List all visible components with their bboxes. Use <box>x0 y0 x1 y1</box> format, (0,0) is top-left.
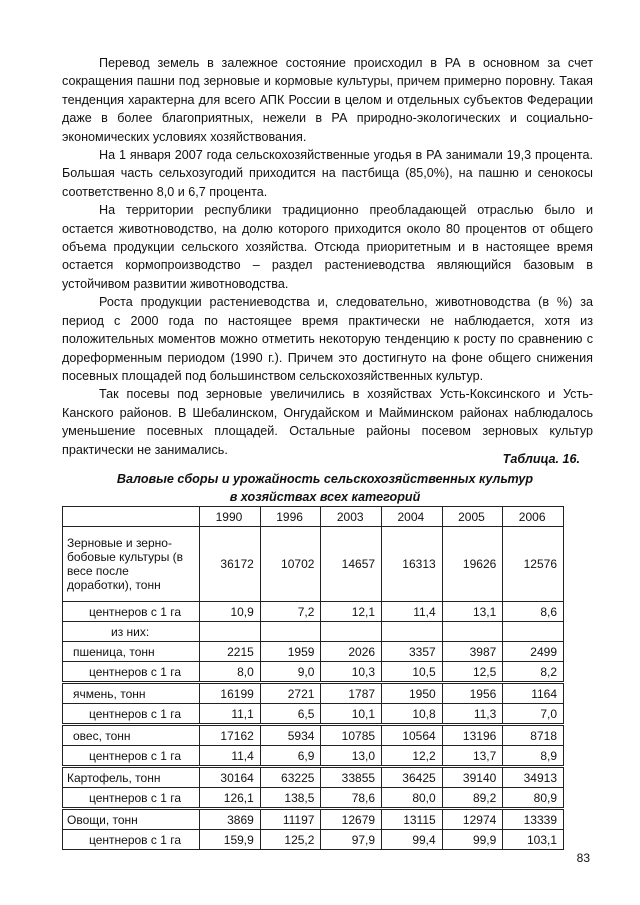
cell: 126,1 <box>200 788 261 809</box>
cell: 36172 <box>200 527 261 602</box>
row-label: пшеница, тонн <box>63 642 200 662</box>
table-row <box>63 725 564 746</box>
cell <box>260 622 321 642</box>
cell: 10,9 <box>200 602 261 622</box>
cell: 12576 <box>503 527 564 602</box>
paragraph-4: Роста продукции растениеводства и, следовательно, животноводства (в %) за период с 2000 года по настоящее время практически не наблюдается, хотя из положительных моментов можно отметить некоторую тенденцию к росту по сравнению с дореформенным периодом (1990 г.). Причем это достигнуто на фоне общего снижения посевных площадей под большинством сельскохозяйственных культур. <box>62 295 593 383</box>
header-year: 2003 <box>321 507 382 527</box>
table-row <box>63 642 564 662</box>
table-row <box>63 527 564 602</box>
cell: 1164 <box>503 683 564 704</box>
cell: 34913 <box>503 767 564 788</box>
body-text <box>62 54 593 459</box>
cell: 8,9 <box>503 746 564 767</box>
cell: 3869 <box>200 809 261 830</box>
table-title <box>90 470 560 506</box>
harvest-table <box>62 506 564 850</box>
cell: 1959 <box>260 642 321 662</box>
table-row <box>63 683 564 704</box>
row-label: Зерновые и зерно-бобовые культуры (в весе после доработки), тонн <box>63 527 200 602</box>
cell: 2721 <box>260 683 321 704</box>
cell: 80,0 <box>382 788 443 809</box>
cell: 159,9 <box>200 830 261 850</box>
row-label: центнеров с 1 га <box>63 704 200 725</box>
cell: 8,0 <box>200 662 261 683</box>
cell: 2026 <box>321 642 382 662</box>
page-number: 83 <box>576 851 590 865</box>
cell: 17162 <box>200 725 261 746</box>
cell: 11,4 <box>382 602 443 622</box>
cell: 2499 <box>503 642 564 662</box>
cell: 11,1 <box>200 704 261 725</box>
cell <box>321 622 382 642</box>
cell <box>382 622 443 642</box>
header-year: 2004 <box>382 507 443 527</box>
cell: 99,4 <box>382 830 443 850</box>
paragraph-3: На территории республики традиционно преобладающей отраслью было и остается животноводство, на долю которого приходится около 80 процентов от общего объема продукции сельского хозяйства. Отсюда приоритетным и в настоящее время остается кормопроизводство – раздел растениеводства являющийся базовым в устойчивом развитии животноводства. <box>62 203 593 291</box>
cell: 11197 <box>260 809 321 830</box>
cell: 10,8 <box>382 704 443 725</box>
header-year: 2005 <box>442 507 503 527</box>
cell: 1956 <box>442 683 503 704</box>
cell: 33855 <box>321 767 382 788</box>
cell: 12679 <box>321 809 382 830</box>
cell: 99,9 <box>442 830 503 850</box>
cell: 12,1 <box>321 602 382 622</box>
cell: 13,1 <box>442 602 503 622</box>
table-row <box>63 746 564 767</box>
table-header-row <box>63 507 564 527</box>
cell: 10702 <box>260 527 321 602</box>
row-label: центнеров с 1 га <box>63 830 200 850</box>
table-title-line-2: в хозяйствах всех категорий <box>229 490 421 504</box>
cell: 16199 <box>200 683 261 704</box>
row-label: Овощи, тонн <box>63 809 200 830</box>
cell: 10,5 <box>382 662 443 683</box>
cell: 6,9 <box>260 746 321 767</box>
cell: 80,9 <box>503 788 564 809</box>
cell: 11,4 <box>200 746 261 767</box>
table-row <box>63 662 564 683</box>
cell: 7,0 <box>503 704 564 725</box>
cell: 11,3 <box>442 704 503 725</box>
row-label: ячмень, тонн <box>63 683 200 704</box>
cell: 8718 <box>503 725 564 746</box>
row-label: из них: <box>63 622 200 642</box>
cell: 97,9 <box>321 830 382 850</box>
cell: 36425 <box>382 767 443 788</box>
header-blank <box>63 507 200 527</box>
header-year: 1990 <box>200 507 261 527</box>
row-label: центнеров с 1 га <box>63 602 200 622</box>
table-row <box>63 830 564 850</box>
cell: 10,1 <box>321 704 382 725</box>
table-row <box>63 788 564 809</box>
table-row <box>63 704 564 725</box>
cell: 5934 <box>260 725 321 746</box>
cell: 10,3 <box>321 662 382 683</box>
cell: 2215 <box>200 642 261 662</box>
table-row <box>63 809 564 830</box>
cell: 7,2 <box>260 602 321 622</box>
cell: 10785 <box>321 725 382 746</box>
cell: 16313 <box>382 527 443 602</box>
cell: 1950 <box>382 683 443 704</box>
cell: 138,5 <box>260 788 321 809</box>
paragraph-5: Так посевы под зерновые увеличились в хозяйствах Усть-Коксинского и Усть-Канского районов. В Шебалинском, Онгудайском и Майминском районах наблюдалось уменьшение посевных площадей. Остальные районы посевом зерновых культур практически не занимались. <box>62 387 593 457</box>
header-year: 1996 <box>260 507 321 527</box>
cell: 78,6 <box>321 788 382 809</box>
cell: 14657 <box>321 527 382 602</box>
cell: 8,6 <box>503 602 564 622</box>
cell: 12,2 <box>382 746 443 767</box>
row-label: овес, тонн <box>63 725 200 746</box>
table-title-line-1: Валовые сборы и урожайность сельскохозяйственных культур <box>116 472 534 486</box>
cell: 3987 <box>442 642 503 662</box>
cell: 9,0 <box>260 662 321 683</box>
table-row <box>63 622 564 642</box>
cell: 39140 <box>442 767 503 788</box>
cell: 13,0 <box>321 746 382 767</box>
cell: 30164 <box>200 767 261 788</box>
cell: 125,2 <box>260 830 321 850</box>
cell: 13196 <box>442 725 503 746</box>
row-label: центнеров с 1 га <box>63 662 200 683</box>
cell: 1787 <box>321 683 382 704</box>
cell: 63225 <box>260 767 321 788</box>
row-label: Картофель, тонн <box>63 767 200 788</box>
paragraph-2: На 1 января 2007 года сельскохозяйственные угодья в РА занимали 19,3 процента. Большая часть сельхозугодий приходится на пастбища (85,0%), на пашню и сенокосы соответственно 8,0 и 6,7 процента. <box>62 148 593 199</box>
header-year: 2006 <box>503 507 564 527</box>
cell: 13,7 <box>442 746 503 767</box>
cell: 10564 <box>382 725 443 746</box>
cell: 12974 <box>442 809 503 830</box>
cell: 12,5 <box>442 662 503 683</box>
table-row <box>63 602 564 622</box>
cell: 19626 <box>442 527 503 602</box>
row-label: центнеров с 1 га <box>63 788 200 809</box>
cell: 8,2 <box>503 662 564 683</box>
cell: 13339 <box>503 809 564 830</box>
cell: 6,5 <box>260 704 321 725</box>
cell <box>442 622 503 642</box>
table-number: Таблица. 16. <box>502 452 580 466</box>
cell <box>503 622 564 642</box>
row-label: центнеров с 1 га <box>63 746 200 767</box>
paragraph-1: Перевод земель в залежное состояние происходил в РА в основном за счет сокращения пашни под зерновые и кормовые культуры, причем примерно поровну. Такая тенденция характерна для всего АПК России в целом и отдельных субъектов Федерации даже в более благоприятных, нежели в РА природно-экологических и социально-экономических условиях хозяйствования. <box>62 56 593 144</box>
cell: 13115 <box>382 809 443 830</box>
cell <box>200 622 261 642</box>
cell: 3357 <box>382 642 443 662</box>
cell: 89,2 <box>442 788 503 809</box>
cell: 103,1 <box>503 830 564 850</box>
table-row <box>63 767 564 788</box>
